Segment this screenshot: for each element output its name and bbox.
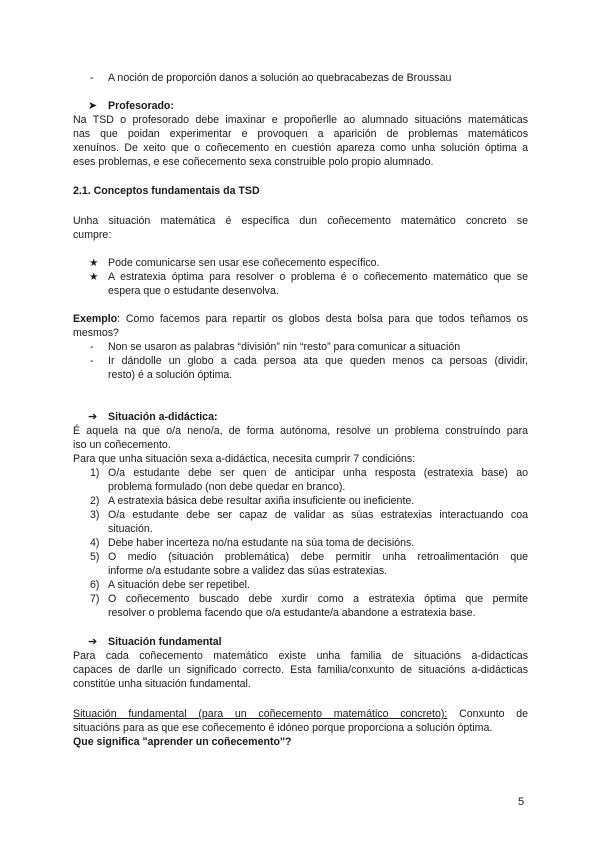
arrow-bullet-icon: ➔ (88, 411, 98, 423)
dash-bullet: - (90, 355, 94, 367)
star-list-item-cont: espera que o estudante desenvolva. (108, 285, 279, 297)
profesorado-line: Na TSD o profesorado debe imaxinar e propoñerlle ao alumnado situacións matemáticas (73, 114, 528, 126)
profesorado-line: xenuínos. De xeito que o coñecemento en cuestión apareza como unha solución óptima a (73, 142, 528, 154)
definition-text: Conxunto de (447, 708, 528, 720)
section-title: 2.1. Conceptos fundamentais da TSD (73, 185, 260, 197)
star-bullet-icon: ★ (89, 257, 99, 269)
star-list-item: A estratexia óptima para resolver o problema é o coñecemento matemático que se (108, 271, 528, 283)
condition-text: A estratexia básica debe resultar axiña insuficiente ou ineficiente. (108, 495, 415, 507)
condition-text: O/a estudante debe ser quen de anticipar unha resposta (estratexia base) ao (108, 467, 528, 479)
definition-line: situacións para as que ese coñecemento é idóneo porque proporciona a solución óptima. (73, 722, 493, 734)
condition-number: 5) (90, 551, 100, 563)
adidactica-heading: Situación a-didáctica: (108, 411, 218, 423)
fundamental-definition (73, 708, 528, 721)
profesorado-heading: Profesorado: (108, 100, 174, 112)
star-bullet-icon: ★ (89, 271, 99, 283)
condition-number: 1) (90, 467, 100, 479)
adidactica-line: É aquela na que o/a neno/a, de forma autónoma, resolve un problema construíndo para (73, 425, 528, 437)
condition-text-cont: informe o/a estudante sobre a validez das súas estratexias. (108, 565, 388, 577)
definition-line: cumpre: (73, 229, 112, 241)
adidactica-line: Para que unha situación sexa a-didáctica, necesita cumprir 7 condicións: (73, 453, 416, 465)
example-line (73, 313, 528, 326)
example-item: Non se usaron as palabras “división” nin “resto” para comunicar a situación (108, 341, 461, 353)
dash-bullet: - (90, 72, 94, 84)
condition-text: A situación debe ser repetibel. (108, 579, 250, 591)
fundamental-line: Para cada coñecemento matemático existe unha familia de situacións a-didacticas (73, 650, 528, 662)
arrowhead-bullet-icon: ➤ (88, 100, 98, 112)
example-text: : Como facemos para repartir os globos desta bolsa para que todos teñamos os (117, 313, 528, 325)
example-item-cont: resto) é a solución óptima. (108, 369, 233, 381)
arrow-bullet-icon: ➔ (88, 636, 98, 648)
condition-text: O medio (situación problemática) debe permitir unha retroalimentación que (108, 551, 528, 563)
condition-number: 6) (90, 579, 100, 591)
intro-list-item: A noción de proporción danos a solución ao quebracabezas de Broussau (108, 72, 452, 84)
adidactica-line: iso un coñecemento. (73, 439, 171, 451)
profesorado-line: eses problemas, e ese coñecemento sexa construible polo propio alumnado. (73, 156, 434, 168)
profesorado-line: nas que poidan experimentar e provoquen a aparición de problemas matemáticos (73, 128, 528, 140)
condition-text-cont: situación. (108, 523, 153, 535)
fundamental-line: constitúe unha situación fundamental. (73, 678, 251, 690)
condition-number: 3) (90, 509, 100, 521)
example-label: Exemplo (73, 313, 118, 325)
example-item: Ir dándolle un globo a cada persoa ata que queden menos ca persoas (dividir, (108, 355, 528, 367)
condition-text: Debe haber incerteza no/na estudante na súa toma de decisións. (108, 537, 415, 549)
fundamental-heading: Situación fundamental (108, 636, 222, 648)
definition-label: Situación fundamental (para un coñecemento matemático concreto): (73, 708, 448, 720)
condition-text: O/a estudante debe ser capaz de validar as súas estratexias interactuando coa (108, 509, 528, 521)
condition-number: 7) (90, 593, 100, 605)
definition-line: Unha situación matemática é específica dun coñecemento matemático concreto se (73, 215, 528, 227)
dash-bullet: - (90, 341, 94, 353)
fundamental-line: capaces de darlle un significado correcto. Esta familia/conxunto de situacións a-didácticas (73, 664, 528, 676)
condition-number: 2) (90, 495, 100, 507)
condition-text-cont: problema formulado (non debe quedar en branco). (108, 481, 346, 493)
example-line: mesmos? (73, 327, 119, 339)
question-heading: Que significa "aprender un coñecemento"? (73, 736, 292, 748)
condition-text-cont: resolver o problema facendo que o/a estudante/a abandone a estratexia base. (108, 607, 476, 619)
condition-number: 4) (90, 537, 100, 549)
page-number: 5 (518, 796, 525, 808)
star-list-item: Pode comunicarse sen usar ese coñecemento específico. (108, 257, 380, 269)
condition-text: O coñecemento buscado debe xurdir como a estratexia óptima que permite (108, 593, 528, 605)
